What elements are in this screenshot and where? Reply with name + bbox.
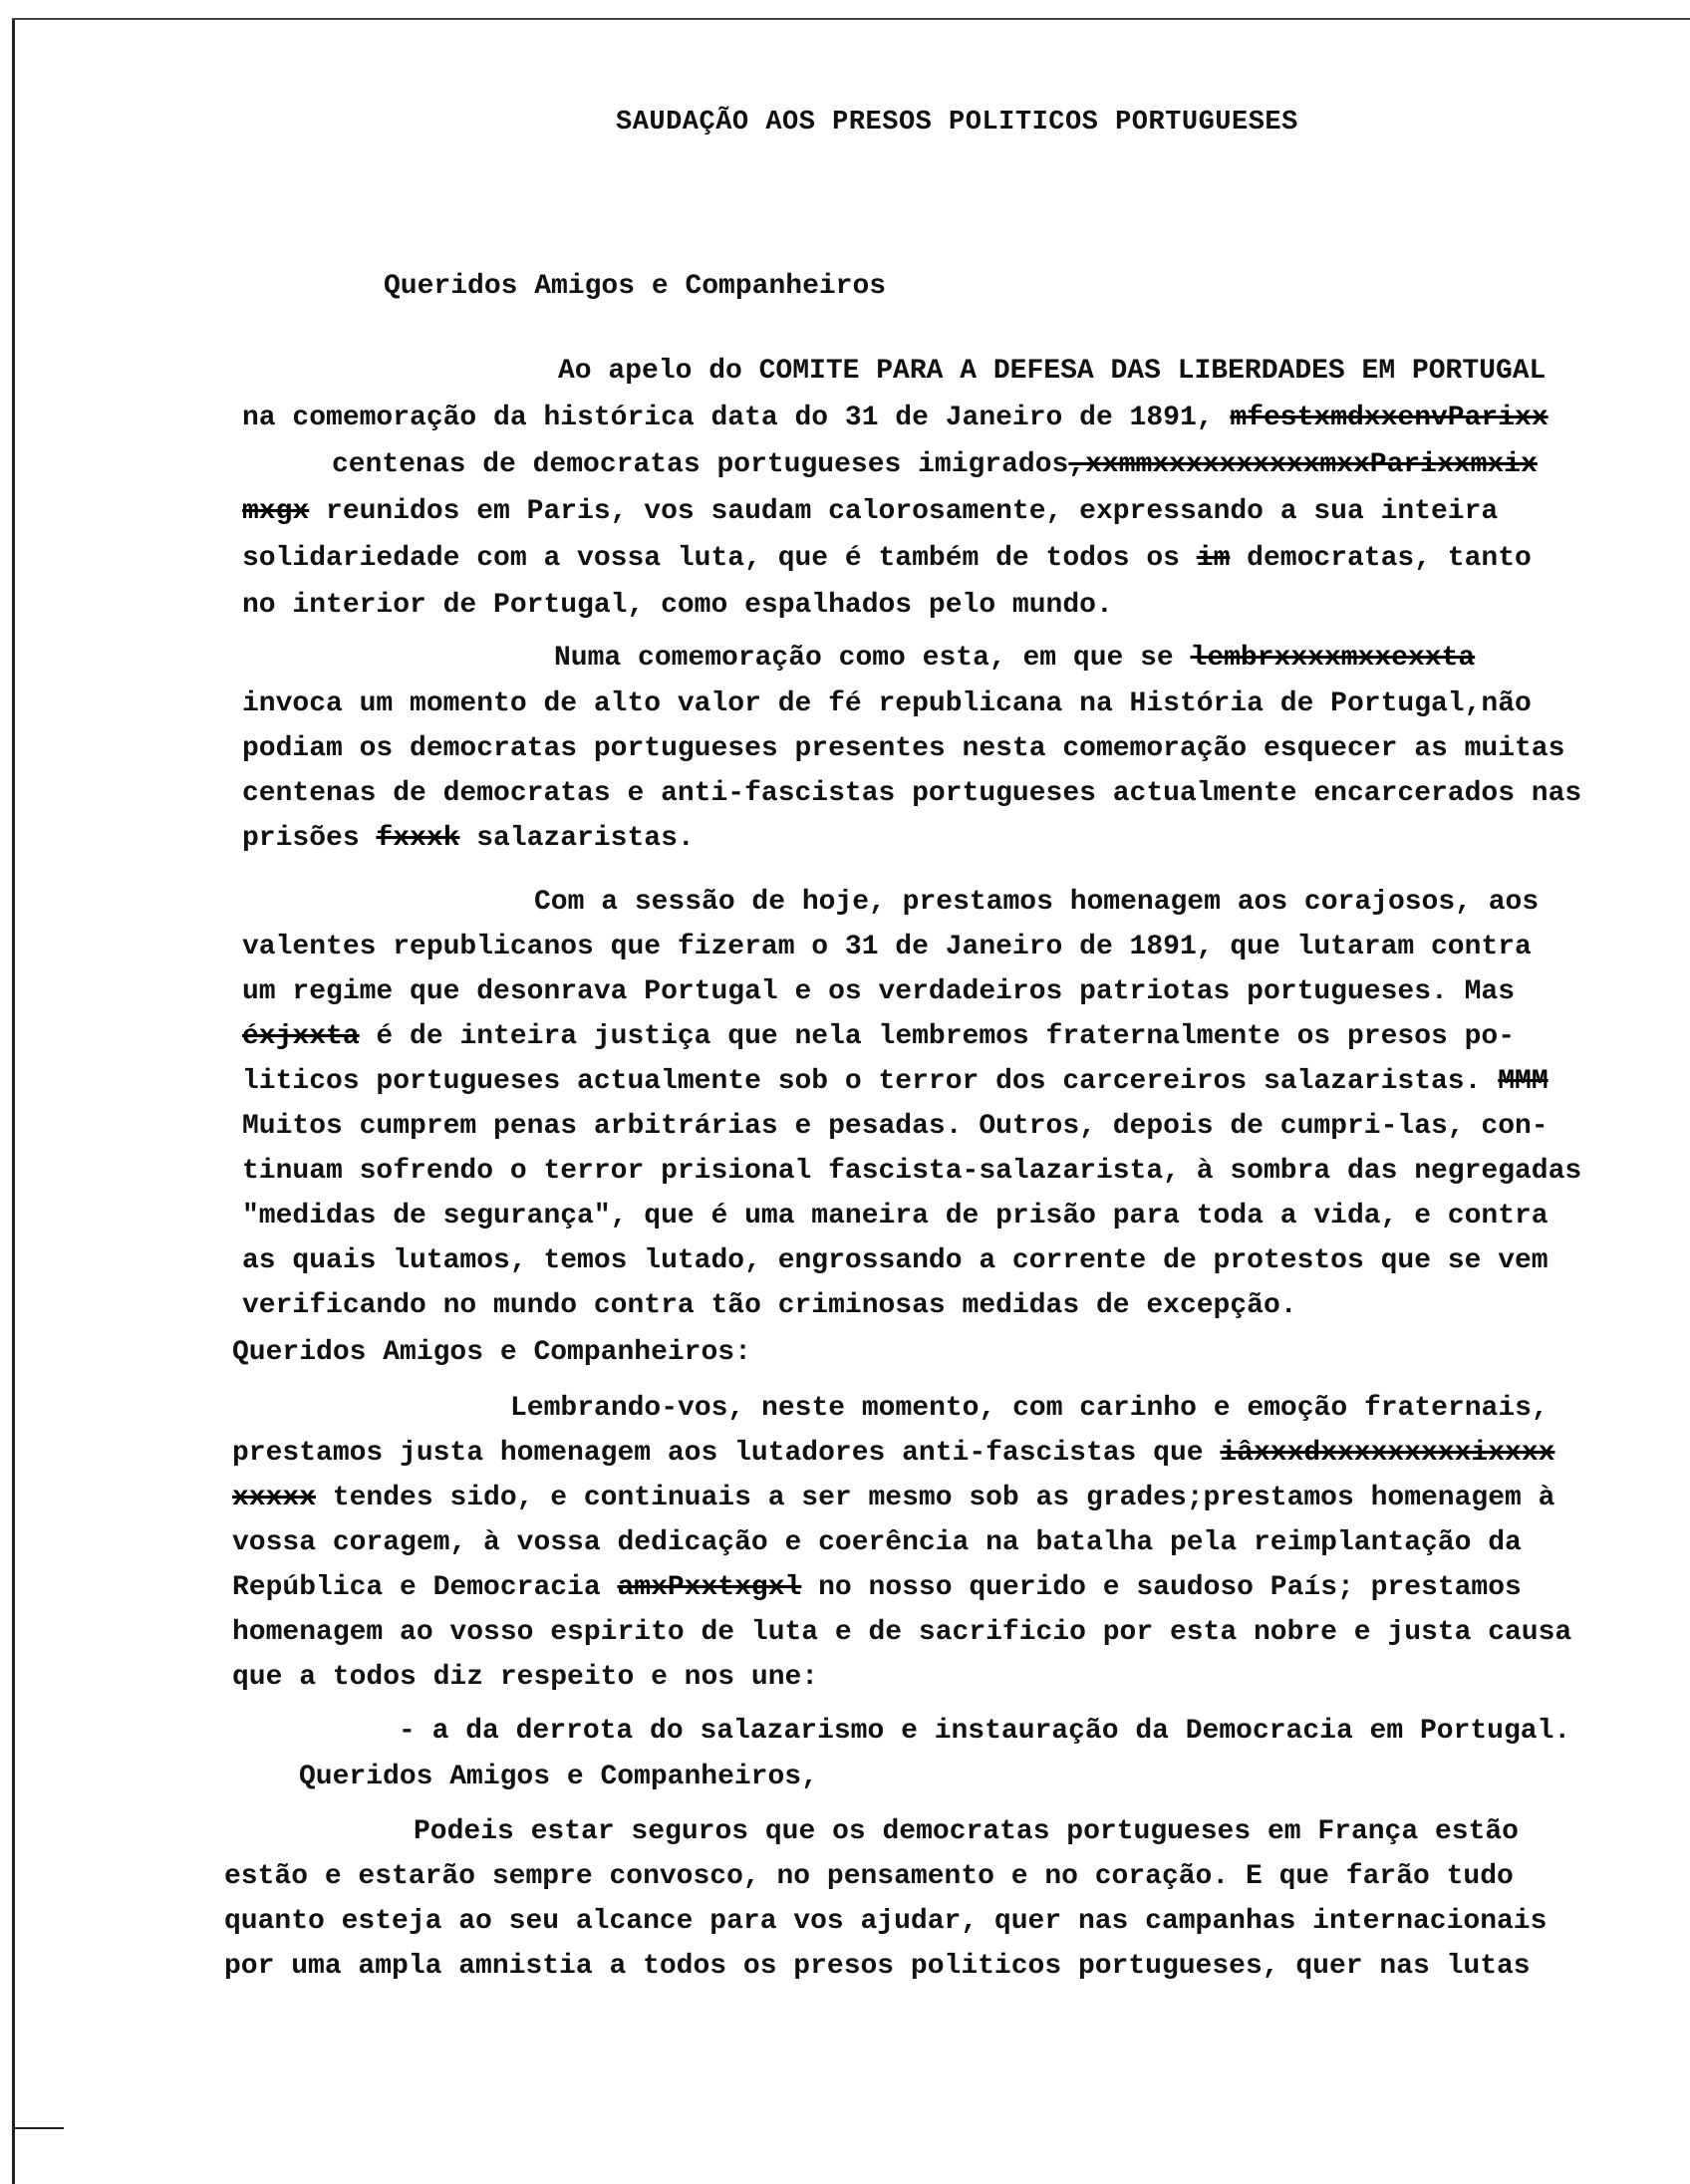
struck-out-text: mfestxmdxxenvParixx [1230,403,1549,433]
struck-out-text: ,xxmmxxxxxxxxxxmxxParixxmxix [1068,449,1538,480]
line-text: Ao apelo do COMITE PARA A DEFESA DAS LIBERDADES EM PORTUGAL [558,356,1547,387]
text-line [232,1662,818,1693]
text-line [242,496,1498,527]
text-line [554,643,1475,674]
text-line [232,1438,1554,1469]
line-text: homenagem ao vosso espirito de luta e de sacrificio por esta nobre e justa causa [232,1617,1572,1648]
line-text: valentes republicanos que fizeram o 31 de Janeiro de 1891, que lutaram contra [242,932,1532,962]
line-text: liticos portugueses actualmente sob o terror dos carcereiros salazaristas. [242,1066,1499,1097]
line-text: é de inteira justiça que nela lembremos fraternalmente os presos po- [359,1021,1516,1052]
struck-out-text: im [1196,543,1231,574]
text-line [242,1245,1549,1276]
line-text: invoca um momento de alto valor de fé republicana na História de Portugal,não [242,688,1532,719]
line-text: verificando no mundo contra tão criminosas medidas de excepção. [242,1290,1297,1321]
line-text: República e Democracia [232,1572,618,1603]
text-line [224,1861,1514,1892]
text-line [232,1617,1571,1648]
text-line [384,271,886,302]
line-text: tendes sido, e continuais a ser mesmo sob as grades;prestamos homenagem à [316,1483,1555,1513]
text-line [558,356,1546,387]
struck-out-text: lembrxxxxmxxexxta [1190,643,1476,674]
line-text: - a da derrota do salazarismo e instauração da Democracia em Portugal. [399,1716,1571,1747]
line-text: no nosso querido e saudoso País; prestamos [801,1572,1522,1603]
text-line [242,1021,1515,1052]
text-line [242,1111,1549,1142]
line-text: quanto esteja ao seu alcance para vos ajudar, quer nas campanhas internacionais [224,1906,1548,1937]
line-text: tinuam sofrendo o terror prisional fascista-salazarista, à sombra das negregadas [242,1156,1582,1187]
struck-out-text: iâxxxdxxxxxxxxxixxxx [1220,1438,1555,1469]
line-text: centenas de democratas e anti-fascistas portugueses actualmente encarcerados nas [242,778,1582,809]
text-line [232,1572,1522,1603]
line-text: Numa comemoração como esta, em que se [554,643,1191,674]
text-line [399,1716,1570,1747]
struck-out-text: amxPxxtxgxl [617,1572,802,1603]
text-line [242,733,1564,764]
line-text: na comemoração da histórica data do 31 de Janeiro de 1891, [242,403,1231,433]
text-line [224,1951,1531,1982]
line-text: prestamos justa homenagem aos lutadores anti-fascistas que [232,1438,1221,1469]
line-text: Lembrando-vos, neste momento, com carinho e emoção fraternais, [510,1393,1549,1424]
line-text: vossa coragem, à vossa dedicação e coerência na batalha pela reimplantação da [232,1527,1522,1558]
text-line [242,778,1581,809]
text-line [242,1066,1549,1097]
document-title: SAUDAÇÃO AOS PRESOS POLITICOS PORTUGUESES [616,108,1298,137]
text-line [242,403,1549,433]
text-line [534,887,1539,918]
text-line [242,543,1532,574]
text-line [242,976,1515,1007]
line-text: Com a sessão de hoje, prestamos homenagem aos corajosos, aos [534,887,1540,918]
text-line [232,1337,751,1368]
text-line [242,932,1532,962]
struck-out-text: mxgx [242,496,310,527]
text-line [224,1906,1547,1937]
text-line [332,449,1538,480]
text-line [414,1816,1519,1847]
text-line [242,1201,1549,1231]
line-text: as quais lutamos, temos lutado, engrossando a corrente de protestos que se vem [242,1245,1549,1276]
struck-out-text: éxjxxta [242,1021,360,1052]
line-text: Queridos Amigos e Companheiros, [299,1762,818,1792]
line-text: solidariedade com a vossa luta, que é também de todos os [242,543,1197,574]
struck-out-text: xxxxx [232,1483,317,1513]
text-line [299,1762,818,1792]
text-line [242,1156,1581,1187]
text-line [242,1290,1297,1321]
text-line [232,1483,1554,1513]
text-line [242,823,695,854]
line-text: Muitos cumprem penas arbitrárias e pesadas. Outros, depois de cumpri-las, con- [242,1111,1549,1142]
line-text: estão e estarão sempre convosco, no pensamento e no coração. E que farão tudo [224,1861,1514,1892]
line-text: por uma ampla amnistia a todos os presos politicos portugueses, quer nas lutas [224,1951,1531,1982]
line-text: "medidas de segurança", que é uma maneira de prisão para toda a vida, e contra [242,1201,1549,1231]
struck-out-text: MMM [1498,1066,1549,1097]
line-text: salazaristas. [459,823,695,854]
line-text: Podeis estar seguros que os democratas portugueses em França estão [414,1816,1519,1847]
line-text: prisões [242,823,377,854]
line-text: podiam os democratas portugueses presentes nesta comemoração esquecer as muitas [242,733,1565,764]
text-line [242,590,1113,621]
text-line [232,1527,1522,1558]
line-text: um regime que desonrava Portugal e os verdadeiros patriotas portugueses. Mas [242,976,1516,1007]
line-text: democratas, tanto [1230,543,1532,574]
line-text: reunidos em Paris, vos saudam calorosamente, expressando a sua inteira [309,496,1499,527]
line-text: Queridos Amigos e Companheiros: [232,1337,751,1368]
struck-out-text: fxxxk [376,823,460,854]
line-text: centenas de democratas portugueses imigrados [332,449,1069,480]
line-text: Queridos Amigos e Companheiros [384,271,887,302]
text-line [510,1393,1549,1424]
text-line [242,688,1532,719]
line-text: que a todos diz respeito e nos une: [232,1662,819,1693]
line-text: no interior de Portugal, como espalhados pelo mundo. [242,590,1113,621]
